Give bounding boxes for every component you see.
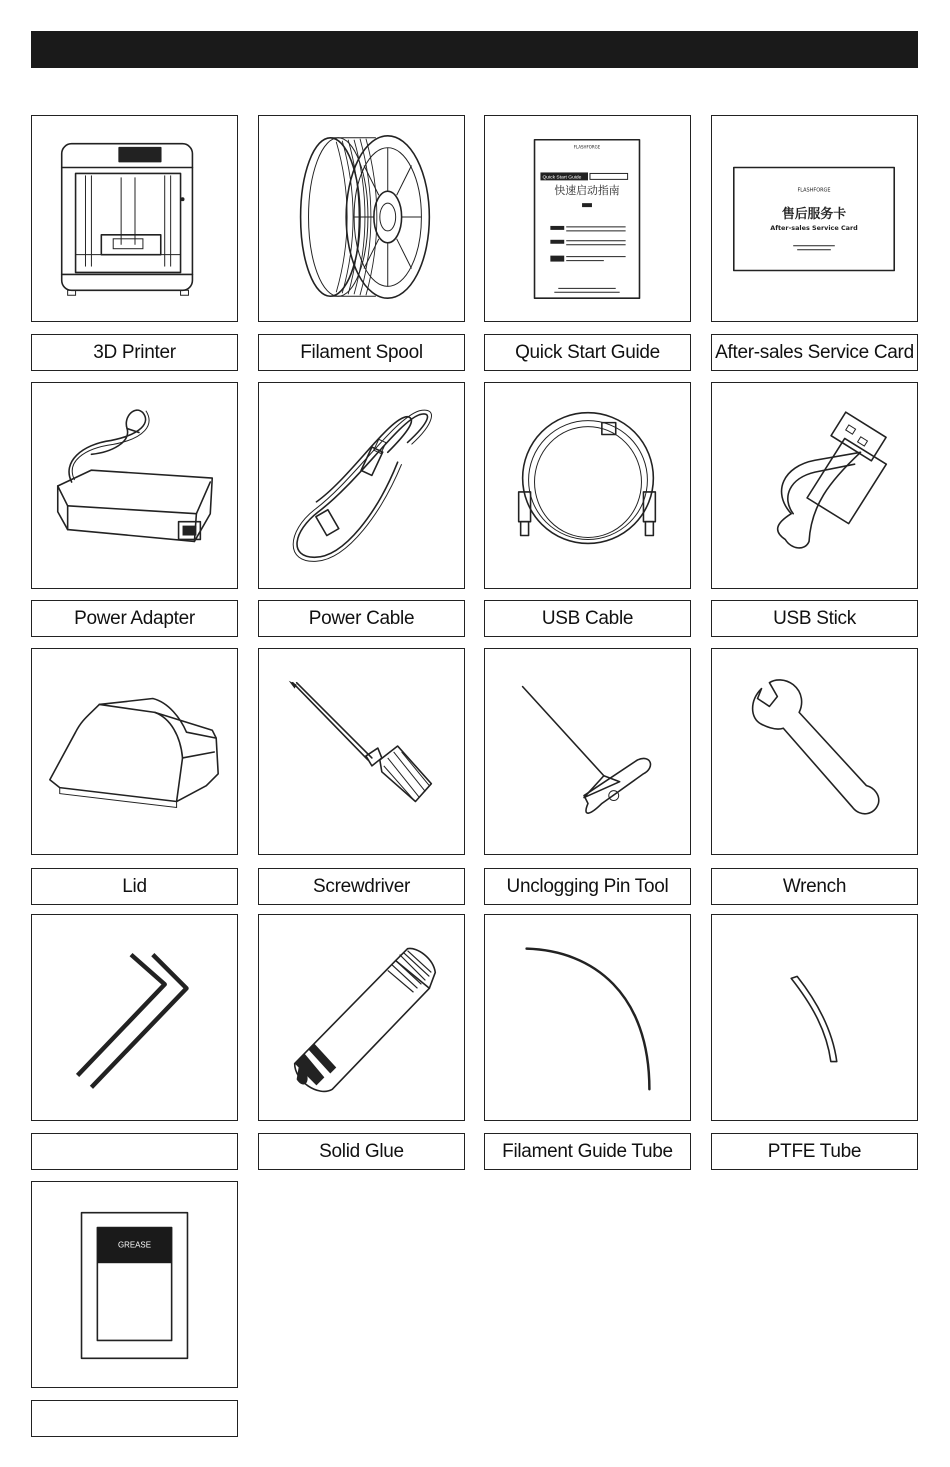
item-label-grease — [31, 1400, 238, 1437]
header-bar — [31, 31, 918, 68]
service-card-image — [711, 115, 918, 322]
item-label-power-cable: Power Cable — [258, 600, 465, 637]
card-title-en: After-sales Service Card — [770, 223, 858, 232]
solid-glue-image — [258, 914, 465, 1121]
item-label-solid-glue: Solid Glue — [258, 1133, 465, 1170]
ptfe-tube-image — [711, 914, 918, 1121]
item-label-ptfe-tube: PTFE Tube — [711, 1133, 918, 1170]
item-label-lid: Lid — [31, 868, 238, 905]
item-label-filament-guide-tube: Filament Guide Tube — [484, 1133, 691, 1170]
item-label-unclogging-pin-tool: Unclogging Pin Tool — [484, 868, 691, 905]
item-label-wrench: Wrench — [711, 868, 918, 905]
item-label-power-adapter: Power Adapter — [31, 600, 238, 637]
power-cable-image — [258, 382, 465, 589]
lid-image — [31, 648, 238, 855]
item-label-usb-cable: USB Cable — [484, 600, 691, 637]
filament-spool-image — [258, 115, 465, 322]
item-label-service-card: After-sales Service Card — [711, 334, 918, 371]
item-label-screwdriver: Screwdriver — [258, 868, 465, 905]
usb-stick-image — [711, 382, 918, 589]
item-label-usb-stick: USB Stick — [711, 600, 918, 637]
card-title-cn: 售后服务卡 — [781, 207, 847, 223]
printer-image — [31, 115, 238, 322]
grease-image — [31, 1181, 238, 1388]
wrench-image — [711, 648, 918, 855]
guide-title-cn: 快速启动指南 — [554, 184, 620, 198]
filament-guide-tube-image — [484, 914, 691, 1121]
screwdriver-image — [258, 648, 465, 855]
item-label-3d-printer: 3D Printer — [31, 334, 238, 371]
item-label-quick-start-guide: Quick Start Guide — [484, 334, 691, 371]
hex-keys-image — [31, 914, 238, 1121]
item-label-filament-spool: Filament Spool — [258, 334, 465, 371]
grease-label: GREASE — [118, 1240, 151, 1250]
power-adapter-image — [31, 382, 238, 589]
guide-badge: Quick Start Guide — [542, 175, 582, 181]
card-brand: FLASHFORGE — [797, 187, 831, 194]
guide-brand: FLASHFORGE — [573, 144, 601, 150]
item-label-hex-keys — [31, 1133, 238, 1170]
unclogging-pin-tool-image — [484, 648, 691, 855]
quick-start-guide-image — [484, 115, 691, 322]
usb-cable-image — [484, 382, 691, 589]
